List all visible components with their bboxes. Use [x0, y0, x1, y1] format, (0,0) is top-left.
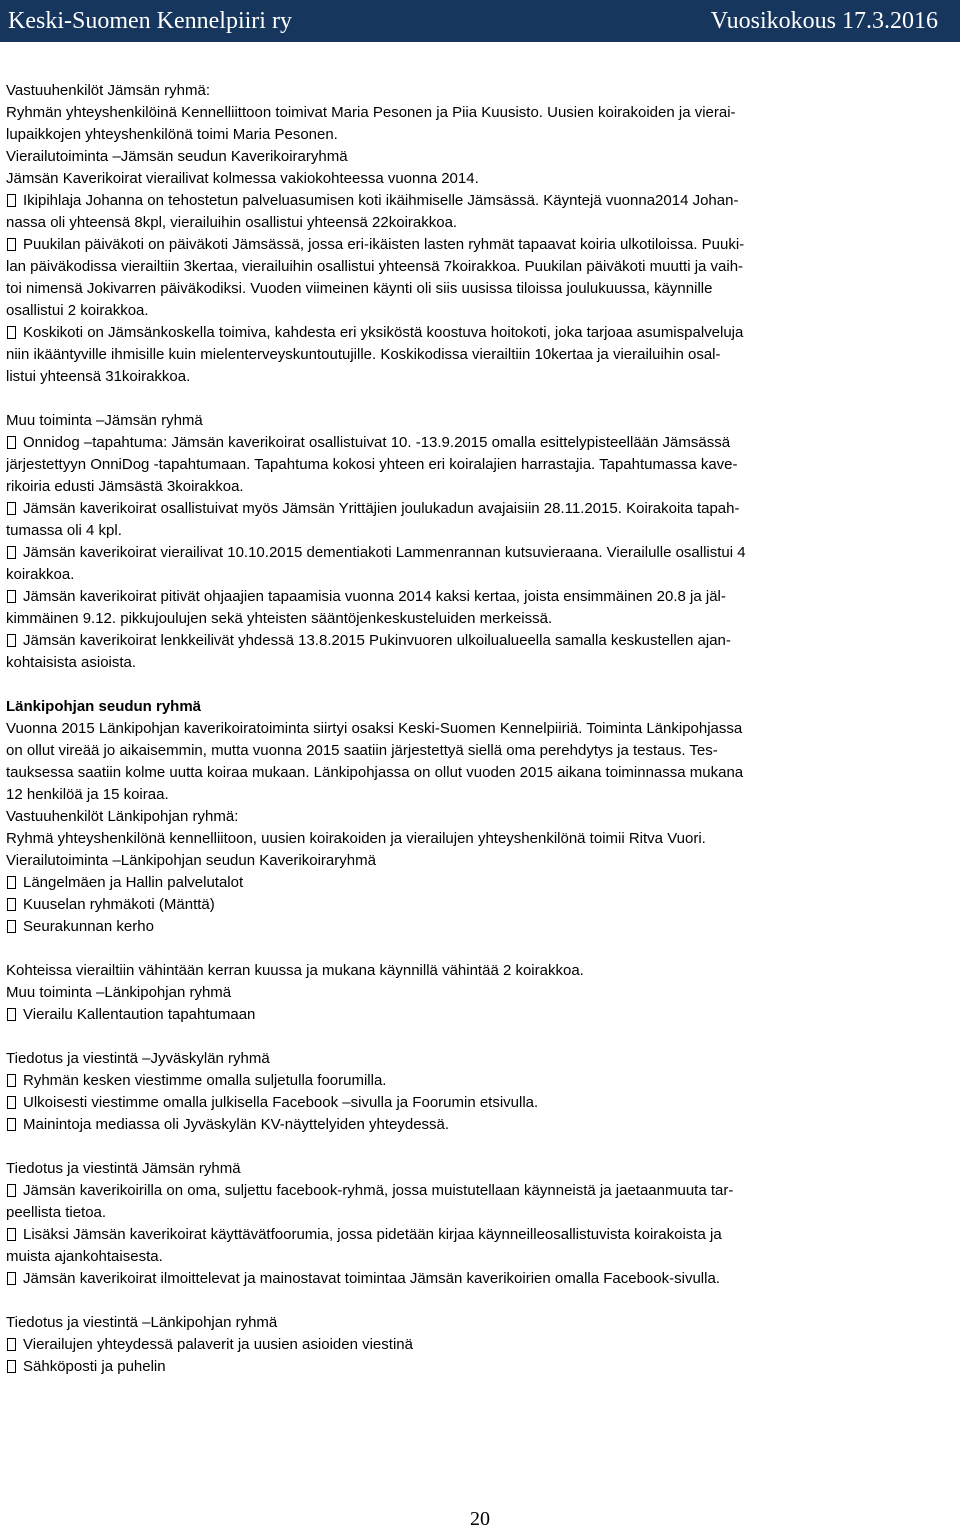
- text-line: kohtaisista asioista.: [6, 654, 137, 671]
- list-item: [6, 1268, 950, 1290]
- bullet-box-icon: [7, 546, 16, 559]
- list-item-text: Seurakunnan kerho: [23, 918, 154, 935]
- list-item: [6, 1092, 950, 1114]
- list-item-text: Ikipihlaja Johanna on tehostetun palveluasumisen koti ikäihmiselle Jämsässä. Käyntejä vuonna2014 Johan-: [23, 192, 739, 209]
- bullet-box-icon: [7, 1272, 16, 1285]
- text-line: peellista tietoa.: [6, 1204, 107, 1221]
- bullet-box-icon: [7, 326, 16, 339]
- text-line: Vastuuhenkilöt Länkipohjan ryhmä:: [6, 808, 239, 825]
- text-line: on ollut vireää jo aikaisemmin, mutta vuonna 2015 saatiin järjestettyä siellä oma perehdytys ja testaus. Tes-: [6, 742, 718, 759]
- bullet-box-icon: [7, 1228, 16, 1241]
- text-line: tumassa oli 4 kpl.: [6, 522, 122, 539]
- list-item-text: Mainintoja mediassa oli Jyväskylän KV-näyttelyiden yhteydessä.: [23, 1116, 450, 1133]
- list-item: [6, 916, 950, 938]
- page-number: 20: [470, 1508, 490, 1530]
- list-item: [6, 1070, 950, 1092]
- bullet-box-icon: [7, 1096, 16, 1109]
- list-item-text: Lisäksi Jämsän kaverikoirat käyttävätfoorumia, jossa pidetään kirjaa käynneilleosallistuvista koirakoista ja: [23, 1226, 722, 1243]
- list-item-text: Onnidog –tapahtuma: Jämsän kaverikoirat osallistuivat 10. -13.9.2015 omalla esittelypisteellään Jämsässä: [23, 434, 731, 451]
- text-line: muista ajankohtaisesta.: [6, 1248, 163, 1265]
- bullet-box-icon: [7, 502, 16, 515]
- list-item-text: Jämsän kaverikoirat ilmoittelevat ja mainostavat toimintaa Jämsän kaverikoirien omalla Facebook-sivulla.: [23, 1270, 720, 1287]
- header-meeting-date: Vuosikokous 17.3.2016: [710, 8, 938, 34]
- list-item-text: Jämsän kaverikoirilla on oma, suljettu facebook-ryhmä, jossa muistutellaan käynneistä ja jaetaanmuuta tar-: [23, 1182, 734, 1199]
- list-item: [6, 1180, 950, 1202]
- list-item: [6, 498, 950, 520]
- bullet-box-icon: [7, 590, 16, 603]
- list-item: [6, 894, 950, 916]
- bullet-box-icon: [7, 1184, 16, 1197]
- list-item-text: Sähköposti ja puhelin: [23, 1358, 166, 1375]
- bullet-box-icon: [7, 634, 16, 647]
- list-item: [6, 322, 950, 344]
- section-heading: Tiedotus ja viestintä –Länkipohjan ryhmä: [6, 1314, 278, 1331]
- list-item: [6, 234, 950, 256]
- list-item-text: Ulkoisesti viestimme omalla julkisella Facebook –sivulla ja Foorumin etsivulla.: [23, 1094, 539, 1111]
- list-item-text: Jämsän kaverikoirat vierailivat 10.10.2015 dementiakoti Lammenrannan kutsuvieraana. Vierailulle osallistui 4: [23, 544, 746, 561]
- list-item: [6, 630, 950, 652]
- list-item-text: Vierailu Kallentaution tapahtumaan: [23, 1006, 256, 1023]
- bullet-box-icon: [7, 1338, 16, 1351]
- section-heading: Tiedotus ja viestintä Jämsän ryhmä: [6, 1160, 241, 1177]
- bullet-box-icon: [7, 436, 16, 449]
- bullet-box-icon: [7, 898, 16, 911]
- text-line: lupaikkojen yhteyshenkilönä toimi Maria Pesonen.: [6, 126, 338, 143]
- text-line: rikoiria edusti Jämsästä 3koirakkoa.: [6, 478, 244, 495]
- text-line: toi nimensä Jokivarren päiväkodiksi. Vuoden viimeinen käynti oli siis uusissa tiloissa joulukuussa, käynnille: [6, 280, 713, 297]
- text-line: järjestettyyn OnniDog -tapahtumaan. Tapahtuma kokosi yhteen eri koiralajien harrastajia. Tapahtumassa kave-: [6, 456, 738, 473]
- section-heading: Muu toiminta –Länkipohjan ryhmä: [6, 984, 232, 1001]
- text-line: Vastuuhenkilöt Jämsän ryhmä:: [6, 82, 210, 99]
- list-item: [6, 1356, 950, 1378]
- bullet-box-icon: [7, 920, 16, 933]
- text-line: nassa oli yhteensä 8kpl, vierailuihin osallistui yhteensä 22koirakkoa.: [6, 214, 458, 231]
- list-item-text: Vierailujen yhteydessä palaverit ja uusien asioiden viestinä: [23, 1336, 413, 1353]
- list-item: [6, 432, 950, 454]
- text-line: Vierailutoiminta –Jämsän seudun Kaverikoiraryhmä: [6, 148, 348, 165]
- list-item: [6, 586, 950, 608]
- section-heading: Tiedotus ja viestintä –Jyväskylän ryhmä: [6, 1050, 270, 1067]
- list-item: [6, 1114, 950, 1136]
- list-item: [6, 190, 950, 212]
- bullet-box-icon: [7, 1008, 16, 1021]
- section-heading: Länkipohjan seudun ryhmä: [6, 698, 202, 715]
- text-line: Vierailutoiminta –Länkipohjan seudun Kaverikoiraryhmä: [6, 852, 376, 869]
- list-item-text: Jämsän kaverikoirat osallistuivat myös Jämsän Yrittäjien joulukadun avajaisiin 28.11.2015. Koirakoita tapah-: [23, 500, 740, 517]
- document-body: [6, 80, 950, 1378]
- bullet-box-icon: [7, 1118, 16, 1131]
- text-line: Vuonna 2015 Länkipohjan kaverikoiratoiminta siirtyi osaksi Keski-Suomen Kennelpiiriä. Toiminta Länkipohjassa: [6, 720, 743, 737]
- text-line: listui yhteensä 31koirakkoa.: [6, 368, 191, 385]
- page-header: [0, 0, 960, 42]
- bullet-box-icon: [7, 1360, 16, 1373]
- section-heading: Muu toiminta –Jämsän ryhmä: [6, 412, 203, 429]
- list-item: [6, 872, 950, 894]
- text-line: koirakkoa.: [6, 566, 75, 583]
- bullet-box-icon: [7, 238, 16, 251]
- text-line: niin ikääntyville ihmisille kuin mielenterveyskuntoutujille. Koskikodissa vierailtiin 10kertaa ja vierailuihin osal-: [6, 346, 721, 363]
- text-line: tauksessa saatiin kolme uutta koiraa mukaan. Länkipohjassa on ollut vuoden 2015 aikana toiminnassa mukana: [6, 764, 744, 781]
- list-item-text: Kuuselan ryhmäkoti (Mänttä): [23, 896, 215, 913]
- list-item-text: Jämsän kaverikoirat lenkkeilivät yhdessä 13.8.2015 Pukinvuoren ulkoilualueella samalla keskustellen ajan-: [23, 632, 731, 649]
- list-item: [6, 542, 950, 564]
- list-item-text: Ryhmän kesken viestimme omalla suljetulla foorumilla.: [23, 1072, 387, 1089]
- list-item-text: Koskikoti on Jämsänkoskella toimiva, kahdesta eri yksiköstä koostuva hoitokoti, joka tarjoaa asumispalveluja: [23, 324, 744, 341]
- text-line: 12 henkilöä ja 15 koiraa.: [6, 786, 169, 803]
- header-organization: Keski-Suomen Kennelpiiri ry: [8, 8, 292, 34]
- text-line: Ryhmä yhteyshenkilönä kennelliitoon, uusien koirakoiden ja vierailujen yhteyshenkilönä toimii Ritva Vuori.: [6, 830, 706, 847]
- list-item-text: Puukilan päiväkoti on päiväkoti Jämsässä, jossa eri-ikäisten lasten ryhmät tapaavat koiria ulkotiloissa. Puuki-: [23, 236, 745, 253]
- list-item-text: Längelmäen ja Hallin palvelutalot: [23, 874, 244, 891]
- list-item: [6, 1224, 950, 1246]
- text-line: Jämsän Kaverikoirat vierailivat kolmessa vakiokohteessa vuonna 2014.: [6, 170, 479, 187]
- list-item: [6, 1004, 950, 1026]
- bullet-box-icon: [7, 876, 16, 889]
- bullet-box-icon: [7, 1074, 16, 1087]
- text-line: lan päiväkodissa vierailtiin 3kertaa, vierailuihin osallistui yhteensä 7koirakkoa. Puukilan päiväkoti muutti ja vaih-: [6, 258, 744, 275]
- text-line: osallistui 2 koirakkoa.: [6, 302, 149, 319]
- list-item: [6, 1334, 950, 1356]
- text-line: Ryhmän yhteyshenkilöinä Kennelliittoon toimivat Maria Pesonen ja Piia Kuusisto. Uusien koirakoiden ja vierai-: [6, 104, 736, 121]
- bullet-box-icon: [7, 194, 16, 207]
- text-line: kimmäinen 9.12. pikkujoulujen sekä yhteisten sääntöjenkeskusteluiden merkeissä.: [6, 610, 553, 627]
- text-line: Kohteissa vierailtiin vähintään kerran kuussa ja mukana käynnillä vähintää 2 koirakkoa.: [6, 962, 584, 979]
- list-item-text: Jämsän kaverikoirat pitivät ohjaajien tapaamisia vuonna 2014 kaksi kertaa, joista ensimmäinen 20.8 ja jäl-: [23, 588, 726, 605]
